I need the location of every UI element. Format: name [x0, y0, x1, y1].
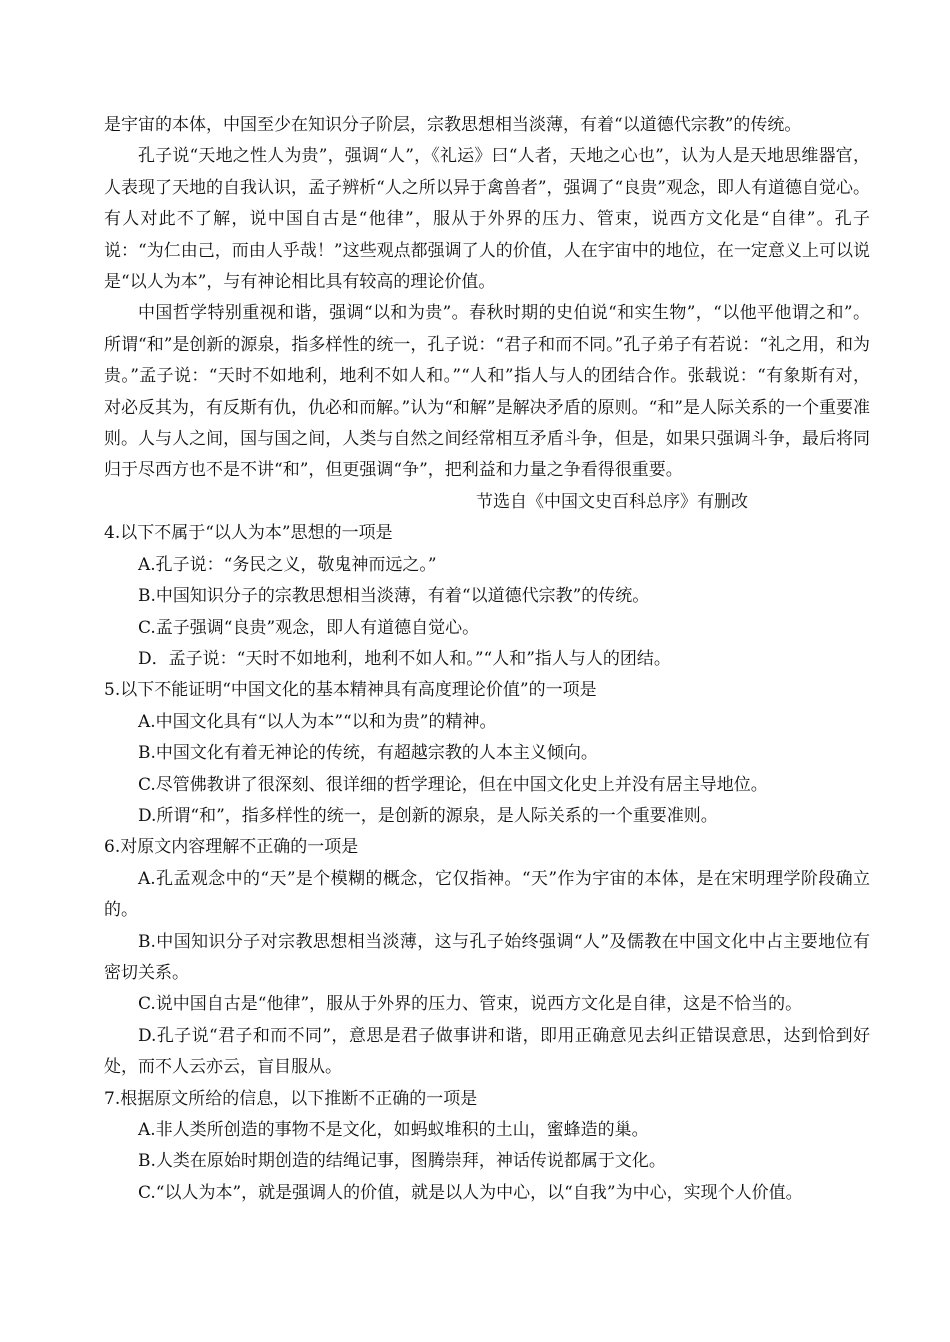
passage-paragraph-3: 中国哲学特别重视和谐，强调“以和为贵”。春秋时期的史伯说“和实生物”，“以他平他谓之和”。所谓“和”是创新的源泉，指多样性的统一，孔子说：“君子和而不同。”孔子弟子有若说：“礼之用，和为贵。”孟子说：“天时不如地利，地利不如人和。”“人和”指人与人的团结合作。张载说：“有象斯有对，对必反其为，有反斯有仇，仇必和而解。”认为“和解”是解决矛盾的原则。“和”是人际关系的一个重要准则。人与人之间，国与国之间，人类与自然之间经常相互矛盾斗争，但是，如果只强调斗争，最后将同归于尽西方也不是不讲“和”，但更强调“争”，把利益和力量之争看得很重要。 — [104, 303, 870, 481]
option-d: D.孔子说“君子和而不同”，意思是君子做事讲和谐，即用正确意见去纠正错误意思，达到恰到好处，而不人云亦云，盲目服从。 — [104, 1025, 870, 1078]
question-stem: 4.以下不属于“以人为本”思想的一项是 — [104, 523, 393, 544]
option-a: A.孔子说：“务民之义，敬鬼神而远之。” — [138, 554, 437, 575]
question-stem: 6.对原文内容理解不正确的一项是 — [104, 837, 359, 858]
option-d: D．孟子说：“天时不如地利，地利不如人和。”“人和”指人与人的团结。 — [138, 648, 671, 669]
option-a: A.非人类所创造的事物不是文化，如蚂蚁堆积的土山，蜜蜂造的巢。 — [138, 1120, 649, 1140]
question-7 — [104, 1084, 870, 1210]
option-c: C.尽管佛教讲了很深刻、很详细的哲学理论，但在中国文化史上并没有居主导地位。 — [138, 774, 768, 795]
passage-source: 节选自《中国文史百科总序》有删改 — [476, 491, 748, 512]
question-5 — [104, 675, 870, 832]
question-stem: 5.以下不能证明“中国文化的基本精神具有高度理论价值”的一项是 — [104, 680, 597, 701]
question-4 — [104, 518, 870, 675]
question-stem: 7.根据原文所给的信息，以下推断不正确的一项是 — [104, 1088, 478, 1109]
option-c: C.孟子强调“良贵”观念，即人有道德自觉心。 — [138, 617, 480, 638]
option-b: B.人类在原始时期创造的结绳记事，图腾崇拜，神话传说都属于文化。 — [138, 1151, 666, 1172]
option-d: D.所谓“和”，指多样性的统一，是创新的源泉，是人际关系的一个重要准则。 — [138, 805, 718, 826]
option-a: A.孔孟观念中的“天”是个模糊的概念，它仅指神。“天”作为宇宙的本体，是在宋明理学阶段确立的。 — [104, 868, 870, 921]
option-a: A.中国文化具有“以人为本”“以和为贵”的精神。 — [138, 711, 497, 732]
question-list — [104, 518, 870, 1209]
passage-paragraph-1: 是宇宙的本体，中国至少在知识分子阶层，宗教思想相当淡薄，有着“以道德代宗教”的传统。 — [104, 115, 802, 135]
option-c: C.说中国自古是“他律”，服从于外界的压力、管束，说西方文化是自律，这是不恰当的。 — [138, 994, 803, 1015]
reading-passage — [104, 110, 870, 518]
option-c: C.“以人为本”，就是强调人的价值，就是以人为中心，以“自我”为中心，实现个人价值。 — [138, 1182, 803, 1203]
passage-paragraph-2: 孔子说“天地之性人为贵”，强调“人”，《礼运》曰“人者，天地之心也”，认为人是天地思维器官，人表现了天地的自我认识，孟子辨析“人之所以异于禽兽者”，强调了“良贵”观念，即人有道德自觉心。有人对此不了解，说中国自古是“他律”，服从于外界的压力、管束，说西方文化是“自律”。孔子说：“为仁由己，而由人乎哉！”这些观点都强调了人的价值，人在宇宙中的地位，在一定意义上可以说是“以人为本”，与有神论相比具有较高的理论价值。 — [104, 146, 870, 293]
option-b: B.中国知识分子的宗教思想相当淡薄，有着“以道德代宗教”的传统。 — [138, 586, 650, 607]
option-b: B.中国文化有着无神论的传统，有超越宗教的人本主义倾向。 — [138, 743, 598, 764]
question-6 — [104, 832, 870, 1083]
option-b: B.中国知识分子对宗教思想相当淡薄，这与孔子始终强调“人”及儒教在中国文化中占主要地位有密切关系。 — [104, 931, 870, 983]
